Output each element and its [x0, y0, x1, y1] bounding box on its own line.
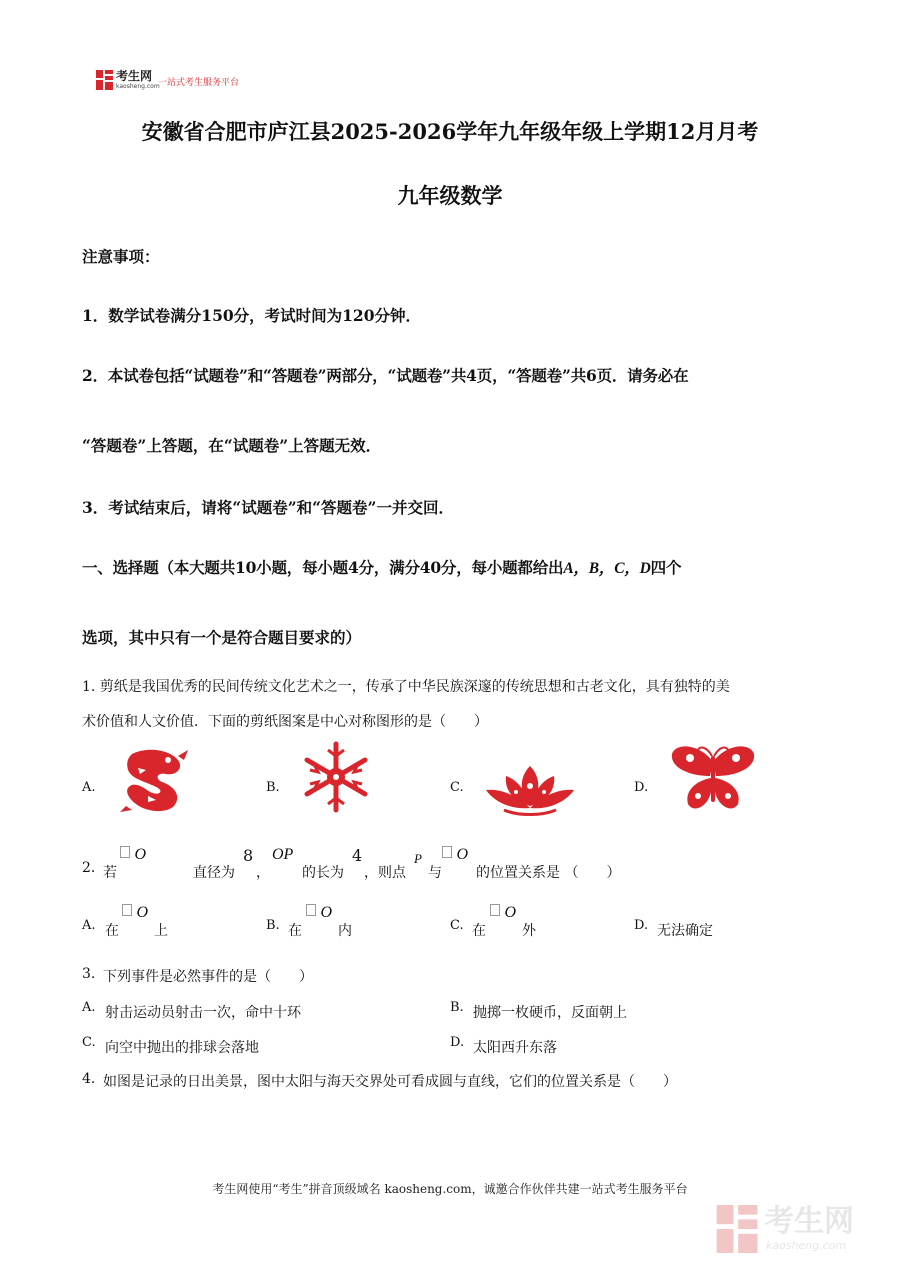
q2-option-d-label[interactable]: D.: [634, 918, 649, 933]
butterfly-papercut-image: [670, 742, 756, 816]
q2-option-b-pre: 在: [288, 923, 302, 939]
dragon-papercut-image: [118, 746, 190, 814]
q2-option-d-text: 无法确定: [657, 923, 713, 939]
page-footer: 考生网使用“考生”拼音顶级域名 kaosheng.com，诚邀合作伙伴共建一站式考生服务平台: [212, 1182, 688, 1196]
section-1-heading: [82, 556, 681, 578]
exam-title: 安徽省合肥市庐江县2025-2026学年九年级年级上学期12月月考: [141, 119, 759, 144]
q2-length-value: 4: [352, 846, 363, 865]
q2-text-diameter: 直径为: [193, 865, 235, 881]
circle-symbol-icon: [122, 904, 132, 916]
watermark-domain: kaosheng.com: [766, 1239, 847, 1252]
q3-number: 3.: [82, 966, 96, 982]
q2-number: 2.: [82, 860, 96, 876]
q3-stem: 下列事件是必然事件的是（ ）: [103, 969, 313, 985]
logo-slogan: 一站式考生服务平台: [158, 78, 240, 88]
section-1-text: 一、选择题（本大题共10小题，每小题4分，满分40分，每小题都给出: [82, 558, 564, 577]
q2-option-c-label[interactable]: C.: [450, 918, 464, 933]
q2-op: OP: [272, 846, 294, 863]
q2-option-a-label[interactable]: A.: [82, 918, 96, 933]
kaosheng-logo-icon: [96, 70, 113, 90]
q2-option-c-post: 外: [522, 923, 536, 939]
logo-name: 考生网: [116, 69, 153, 83]
q2-option-c-pre: 在: [472, 923, 486, 939]
q2-circle-o: [120, 846, 146, 864]
circle-symbol-icon: [490, 904, 500, 916]
watermark: [716, 1205, 886, 1255]
q4-stem: 如图是记录的日出美景，图中太阳与海天交界处可看成圆与直线，它们的位置关系是（ ）: [103, 1074, 677, 1090]
q1-option-c-label[interactable]: C.: [450, 780, 464, 795]
o-letter: O: [320, 904, 333, 921]
q3-option-b-text: 抛掷一枚硬币，反面朝上: [473, 1005, 627, 1021]
q3-option-d-label[interactable]: D.: [450, 1035, 465, 1050]
circle-symbol-icon: [442, 846, 452, 858]
q3-option-a-text: 射击运动员射击一次，命中十环: [105, 1005, 301, 1021]
q1-stem: 1. 剪纸是我国优秀的民间传统文化艺术之一，传承了中华民族深邃的传统思想和古老文化，具有独特的美: [82, 679, 730, 695]
q2-diameter-value: 8: [243, 846, 254, 865]
q2-option-b-o: [306, 904, 332, 922]
circle-symbol-icon: [120, 846, 130, 858]
q2-text-if: 若: [103, 865, 117, 881]
lotus-papercut-image: [484, 762, 576, 816]
q4-number: 4.: [82, 1071, 96, 1087]
watermark-name: 考生网: [764, 1204, 854, 1239]
q2-text-relation: 的位置关系是 （ ）: [476, 865, 621, 881]
q2-option-c-o: [490, 904, 516, 922]
section-1-options: A，B，C，D: [563, 560, 651, 577]
q2-o-letter-2: O: [456, 846, 469, 863]
q3-option-c-label[interactable]: C.: [82, 1035, 96, 1050]
q1-option-b-label[interactable]: B.: [266, 780, 280, 795]
q3-option-d-text: 太阳西升东落: [473, 1040, 557, 1056]
q1-option-a-label[interactable]: A.: [82, 780, 96, 795]
q1-stem-cont: 术价值和人文价值．下面的剪纸图案是中心对称图形的是（ ）: [82, 714, 488, 730]
notice-item-3: 3．考试结束后，请将“试题卷”和“答题卷”一并交回．: [82, 498, 454, 517]
q2-o-letter: O: [134, 846, 147, 863]
q2-comma: ，: [256, 865, 270, 881]
notice-item-1: 1．数学试卷满分150分，考试时间为120分钟．: [82, 306, 421, 325]
q2-option-b-label[interactable]: B.: [266, 918, 280, 933]
q2-text-length: 的长为: [302, 865, 344, 881]
logo-domain: kaosheng.com: [116, 83, 160, 90]
q2-option-a-o: [122, 904, 148, 922]
q2-p: P: [414, 851, 422, 866]
o-letter: O: [136, 904, 149, 921]
q2-circle-o-2: [442, 846, 468, 864]
notice-item-2-cont: “答题卷”上答题，在“试题卷”上答题无效．: [82, 436, 382, 455]
q3-option-c-text: 向空中抛出的排球会落地: [105, 1040, 259, 1056]
watermark-logo-icon: [716, 1205, 758, 1253]
q3-option-a-label[interactable]: A.: [82, 1000, 96, 1015]
q2-text-and: 与: [428, 865, 442, 881]
o-letter: O: [504, 904, 517, 921]
snowflake-papercut-image: [300, 740, 372, 814]
exam-subtitle: 九年级数学: [397, 183, 503, 208]
site-logo: [96, 70, 266, 92]
section-1-text-end: 四个: [650, 558, 682, 577]
circle-symbol-icon: [306, 904, 316, 916]
section-1-heading-cont: 选项，其中只有一个是符合题目要求的）: [82, 628, 362, 647]
notice-item-2: 2．本试卷包括“试题卷”和“答题卷”两部分，“试题卷”共4页，“答题卷”共6页．请务必在: [82, 366, 689, 385]
q1-option-d-label[interactable]: D.: [634, 780, 649, 795]
q2-text-point: ，则点: [364, 865, 406, 881]
q2-option-b-post: 内: [338, 923, 352, 939]
q3-option-b-label[interactable]: B.: [450, 1000, 464, 1015]
q2-option-a-post: 上: [154, 923, 168, 939]
q2-option-a-pre: 在: [105, 923, 119, 939]
notice-heading: 注意事项：: [82, 247, 160, 266]
